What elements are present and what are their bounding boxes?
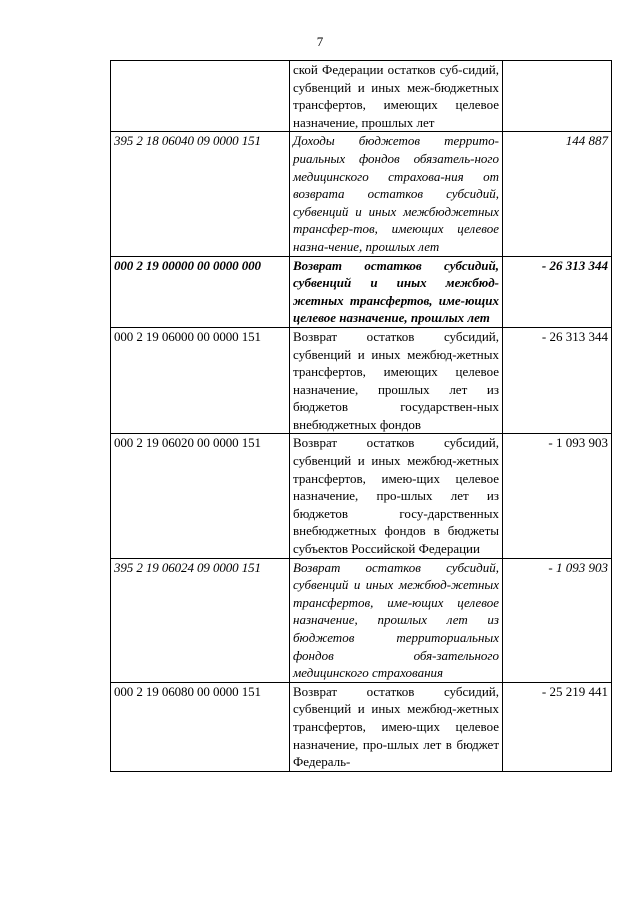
table-row	[111, 61, 612, 132]
budget-code: 395 2 19 06024 09 0000 151	[111, 558, 290, 682]
budget-code: 000 2 19 00000 00 0000 000	[111, 256, 290, 327]
budget-code: 000 2 19 06000 00 0000 151	[111, 327, 290, 434]
table-row	[111, 682, 612, 771]
budget-description: Возврат остатков субсидий, субвенций и иных межбюд-жетных трансфертов, имею-щих целевое назначение, про-шлых лет из бюджетов госу-дарственных внебюджетных фондов в бюджеты субъектов Российской Федерации	[290, 434, 503, 558]
budget-amount: - 26 313 344	[503, 256, 612, 327]
budget-amount	[503, 61, 612, 132]
budget-code	[111, 61, 290, 132]
budget-description: ской Федерации остатков суб-сидий, субвенций и иных меж-бюджетных трансфертов, имеющих целевое назначение, прошлых лет	[290, 61, 503, 132]
table-row	[111, 434, 612, 558]
budget-amount: - 26 313 344	[503, 327, 612, 434]
budget-description: Возврат остатков субсидий, субвенций и иных межбюд-жетных трансфертов, имею-щих целевое назначение, про-шлых лет в бюджет Федераль-	[290, 682, 503, 771]
table-row	[111, 132, 612, 256]
budget-amount: - 25 219 441	[503, 682, 612, 771]
table-row	[111, 327, 612, 434]
budget-description: Доходы бюджетов террито-риальных фондов обязатель-ного медицинского страхова-ния от возврата остатков субсидий, субвенций и иных межбюджетных трансфер-тов, имеющих целевое назна-чение, прошлых лет	[290, 132, 503, 256]
budget-table	[110, 60, 612, 772]
budget-code: 000 2 19 06020 00 0000 151	[111, 434, 290, 558]
table-row	[111, 558, 612, 682]
budget-amount: - 1 093 903	[503, 434, 612, 558]
budget-description: Возврат остатков субсидий, субвенций и иных межбюд-жетных трансфертов, име-ющих целевое назначение, прошлых лет	[290, 256, 503, 327]
budget-code: 000 2 19 06080 00 0000 151	[111, 682, 290, 771]
page-number: 7	[316, 34, 324, 49]
budget-description: Возврат остатков субсидий, субвенций и иных межбюд-жетных трансфертов, имеющих целевое назначение, прошлых лет из бюджетов государствен-ных внебюджетных фондов	[290, 327, 503, 434]
budget-amount: 144 887	[503, 132, 612, 256]
budget-code: 395 2 18 06040 09 0000 151	[111, 132, 290, 256]
table-row	[111, 256, 612, 327]
budget-description: Возврат остатков субсидий, субвенций и иных межбюд-жетных трансфертов, име-ющих целевое назначение, прошлых лет из бюджетов территориальных фондов обя-зательного медицинского страхования	[290, 558, 503, 682]
budget-amount: - 1 093 903	[503, 558, 612, 682]
